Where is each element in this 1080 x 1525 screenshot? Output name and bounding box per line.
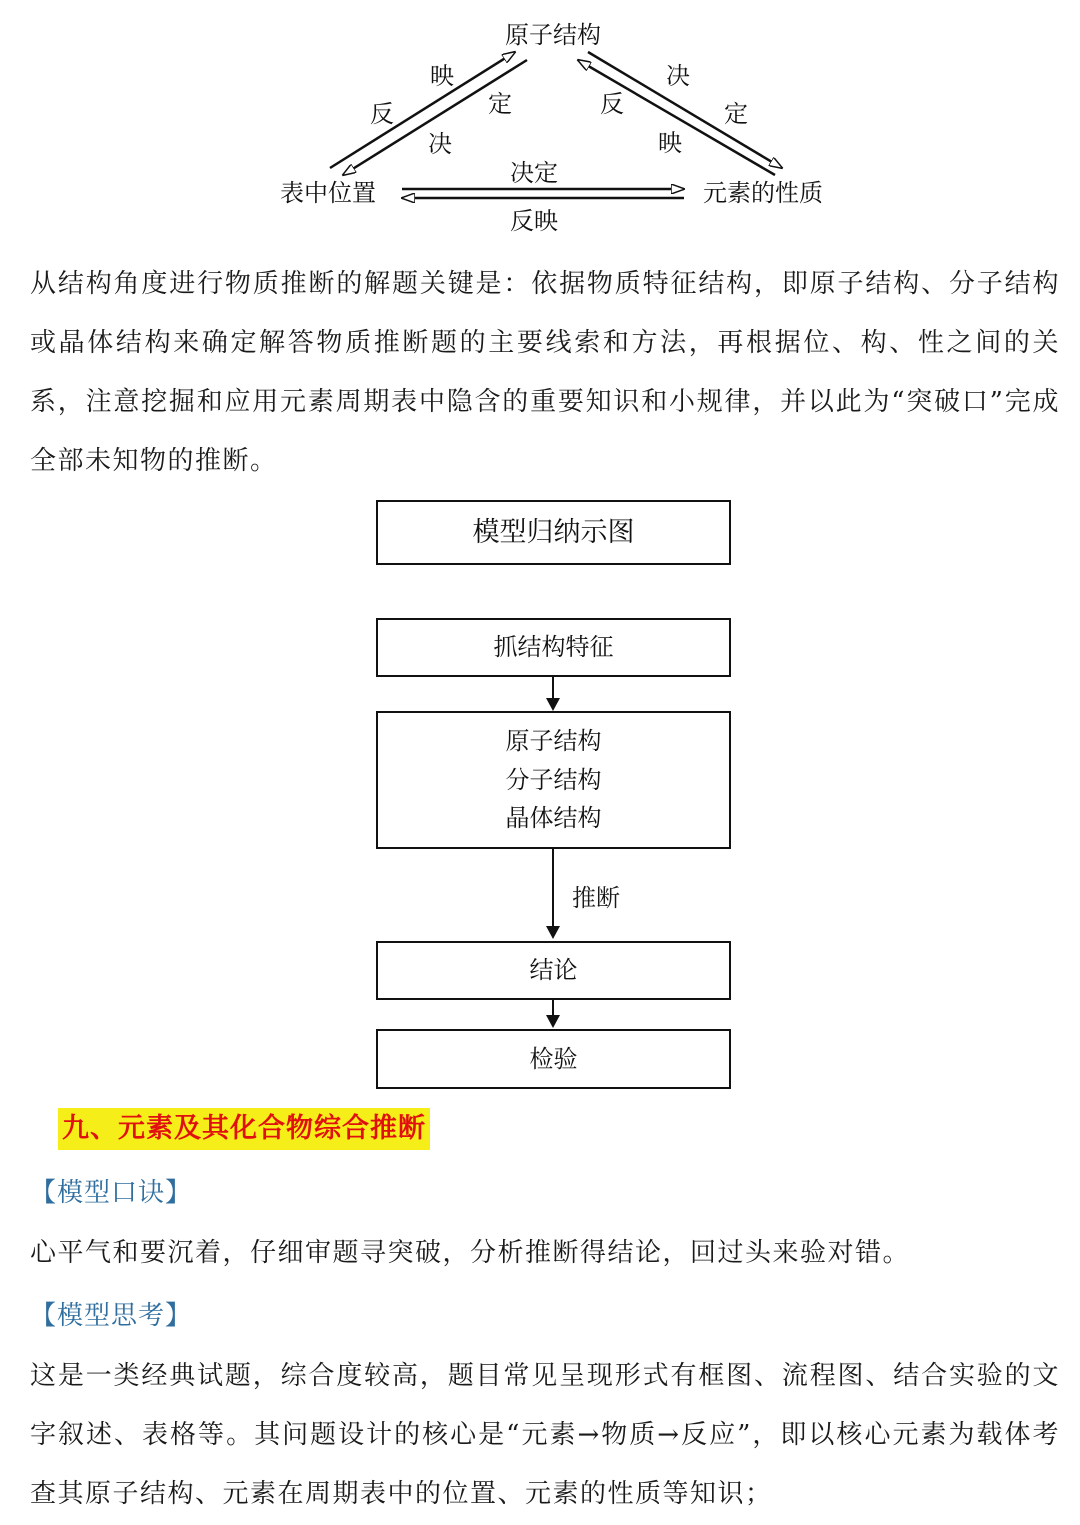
left-edge-outer-char-1: 反: [370, 100, 394, 128]
flow-arrow-label-inference: 推断: [572, 884, 620, 912]
triangle-right-label: 元素的性质: [703, 179, 823, 207]
flow-connector-3: [552, 1000, 554, 1016]
step-verification-label: 检验: [529, 1044, 578, 1073]
left-edge-inner-char-1: 定: [488, 90, 512, 118]
section-title: 九、元素及其化合物综合推断: [58, 1108, 430, 1150]
structure-line-crystal: 晶体结构: [505, 804, 602, 833]
right-edge-inner-char-1: 反: [600, 90, 624, 118]
mnemonic-text: 心平气和要沉着，仔细审题寻突破，分析推断得结论，回过头来验对错。: [30, 1238, 911, 1268]
thinking-text: 这是一类经典试题，综合度较高，题目常见呈现形式有框图、流程图、结合实验的文字叙述、表格等。其问题设计的核心是“元素→物质→反应”，即以核心元素为载体考查其原子结构、元素在周期表中的位置、元素的性质等知识；: [30, 1361, 1060, 1509]
flowchart-step-structures: [376, 711, 731, 849]
right-edge-outer-char-2: 定: [724, 100, 748, 128]
flow-connector-1: [552, 677, 554, 699]
right-edge-inner-char-2: 映: [658, 129, 682, 157]
flow-arrowhead-3: [546, 1015, 560, 1028]
bottom-edge-lower-label: 反映: [510, 207, 558, 235]
flowchart-step-verification: [376, 1029, 731, 1089]
flow-connector-2: [552, 849, 554, 927]
flow-arrowhead-2: [546, 926, 560, 939]
flowchart-step-conclusion: [376, 941, 731, 1000]
step-conclusion-label: 结论: [529, 956, 578, 985]
mnemonic-heading: 【模型口诀】: [30, 1178, 193, 1208]
flowchart-title-box: [376, 500, 731, 565]
bottom-edge-upper-label: 决定: [510, 159, 558, 187]
left-edge-outer-char-2: 映: [430, 62, 454, 90]
triangle-top-label: 原子结构: [505, 21, 601, 49]
structure-line-atomic: 原子结构: [505, 727, 602, 756]
right-edge-outer-char-1: 决: [666, 62, 690, 90]
flowchart-title: 模型归纳示图: [472, 516, 635, 548]
triangle-left-label: 表中位置: [280, 179, 376, 207]
thinking-heading: 【模型思考】: [30, 1301, 193, 1331]
flow-arrowhead-1: [546, 698, 560, 711]
flowchart-step-structure-features: [376, 618, 731, 677]
structure-line-molecular: 分子结构: [505, 765, 602, 794]
intro-paragraph: 从结构角度进行物质推断的解题关键是：依据物质特征结构，即原子结构、分子结构或晶体结构来确定解答物质推断题的主要线索和方法，再根据位、构、性之间的关系，注意挖掘和应用元素周期表中隐含的重要知识和小规律，并以此为“突破口”完成全部未知物的推断。: [30, 269, 1060, 476]
left-edge-inner-char-2: 决: [428, 130, 452, 158]
step-structure-features-label: 抓结构特征: [493, 633, 614, 662]
